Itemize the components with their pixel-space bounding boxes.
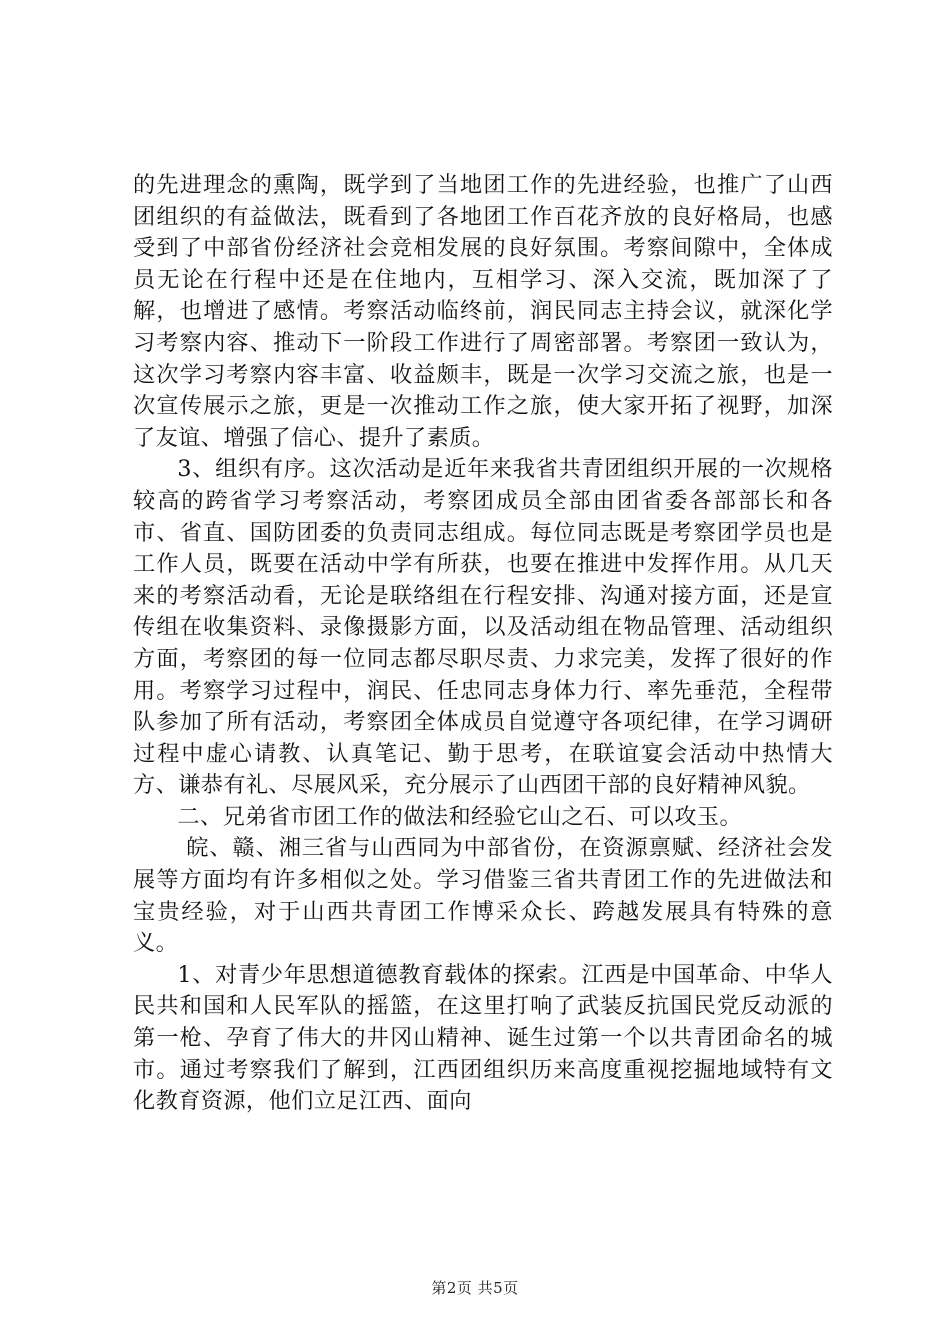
- section-heading-two: 二、兄弟省市团工作的做法和经验它山之石、可以攻玉。: [177, 803, 743, 830]
- paragraph-organized: 3、组织有序。这次活动是近年来我省共青团组织开展的一次规格较高的跨省学习考察活动，考察团成员全部由团省委各部部长和各市、省直、国防团委的负责同志组成。每位同志既是考察团学员也是工作人员，既要在活动中学有所获，也要在推进中发挥作用。从几天来的考察活动看，无论是联络组在行程安排、沟通对接方面，还是宣传组在收集资料、录像摄影方面，以及活动组在物品管理、活动组织方面，考察团的每一位同志都尽职尽责、力求完美，发挥了很好的作用。考察学习过程中，润民、任忠同志身体力行、率先垂范，全程带队参加了所有活动，考察团全体成员自觉遵守各项纪律，在学习调研过程中虚心请教、认真笔记、勤于思考，在联谊宴会活动中热情大方、谦恭有礼、尽展风采，充分展示了山西团干部的良好精神风貌。: [133, 456, 833, 799]
- paragraph-central-provinces: 皖、赣、湘三省与山西同为中部省份，在资源禀赋、经济社会发展等方面均有许多相似之处。学习借鉴三省共青团工作的先进做法和宝贵经验，对于山西共青团工作博采众长、跨越发展具有特殊的意义。: [133, 835, 833, 957]
- document-body: [133, 170, 833, 1118]
- paragraph-moral-education: 1、对青少年思想道德教育载体的探索。江西是中国革命、中华人民共和国和人民军队的摇篮，在这里打响了武装反抗国民党反动派的第一枪、孕育了伟大的井冈山精神、诞生过第一个以共青团命名的城市。通过考察我们了解到，江西团组织历来高度重视挖掘地域特有文化教育资源，他们立足江西、面向: [133, 961, 833, 1115]
- page-footer: 第2页 共5页: [431, 1279, 519, 1297]
- paragraph-continuation: 的先进理念的熏陶，既学到了当地团工作的先进经验，也推广了山西团组织的有益做法，既看到了各地团工作百花齐放的良好格局，也感受到了中部省份经济社会竞相发展的良好氛围。考察间隙中，全体成员无论在行程中还是在住地内，互相学习、深入交流，既加深了了解，也增进了感情。考察活动临终前，润民同志主持会议，就深化学习考察内容、推动下一阶段工作进行了周密部署。考察团一致认为，这次学习考察内容丰富、收益颇丰，既是一次学习交流之旅，也是一次宣传展示之旅，更是一次推动工作之旅，使大家开拓了视野，加深了友谊、增强了信心、提升了素质。: [133, 172, 833, 451]
